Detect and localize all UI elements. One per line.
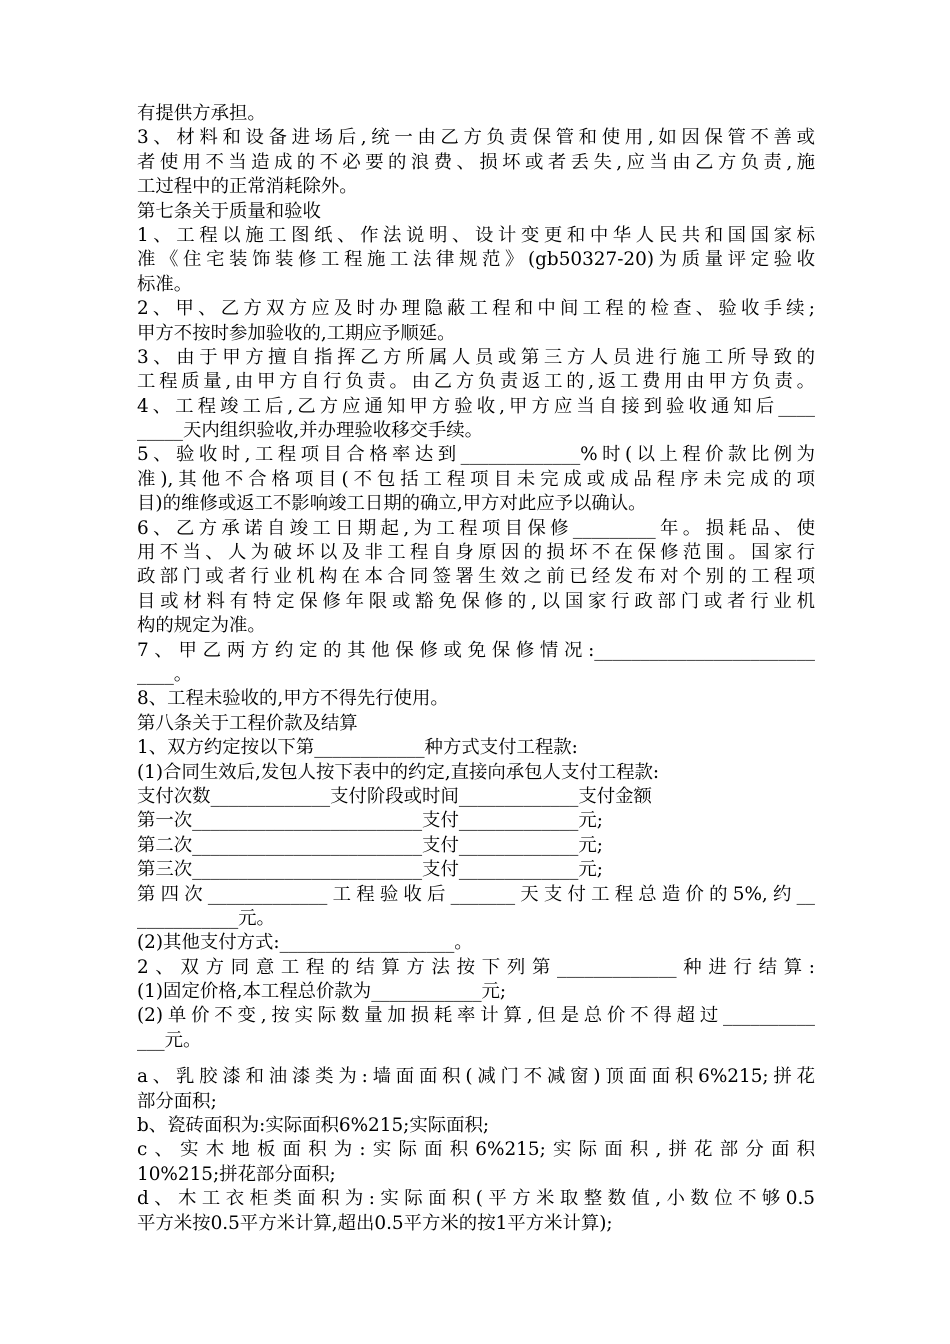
text-line: 用不当、人为破坏以及非工程自身原因的损坏不在保修范围。国家行 (137, 542, 815, 564)
document-page (137, 102, 815, 1236)
text-line: c、实木地板面积为:实际面积6%215;实际面积,拼花部分面积 (137, 1139, 815, 1161)
text-line: 4、工程竣工后,乙方应通知甲方验收,甲方应当自接到验收通知后____ (137, 395, 815, 417)
text-line: 2、双方同意工程的结算方法按下列第_____________种进行结算: (137, 956, 815, 978)
paragraph-gap (137, 1053, 815, 1065)
text-line: 有提供方承担。 (137, 103, 266, 124)
text-line: 工程质量,由甲方自行负责。由乙方负责返工的,返工费用由甲方负责。 (137, 371, 815, 393)
text-line: 第二次_________________________支付_____________元; (137, 834, 603, 856)
text-line: 5、验收时,工程项目合格率达到_____________%时(以上程价款比例为 (137, 444, 815, 466)
text-line: 目)的维修或返工不影响竣工日期的确立,甲方对此应予以确认。 (137, 493, 647, 515)
text-line: 6、乙方承诺自竣工日期起,为工程项目保修_________年。损耗品、使 (137, 517, 815, 539)
text-line: 第三次_________________________支付_____________元; (137, 859, 603, 881)
text-line: 3、材料和设备进场后,统一由乙方负责保管和使用,如因保管不善或 (137, 127, 815, 149)
text-line: 第四次_____________工程验收后_______天支付工程总造价的5%,约__ (137, 883, 815, 905)
text-line: 10%215;拼花部分面积; (137, 1163, 336, 1185)
text-line: 甲方不按时参加验收的,工期应予顺延。 (137, 322, 456, 344)
text-line: 第一次_________________________支付_____________元; (137, 810, 603, 832)
text-line: (1)合同生效后,发包人按下表中的约定,直接向承包人支付工程款: (137, 761, 660, 783)
text-line: 支付次数_____________支付阶段或时间_____________支付金额 (137, 785, 652, 807)
text-line: 7、甲乙两方约定的其他保修或免保修情况:________________________ (137, 639, 815, 661)
text-line: 3、由于甲方擅自指挥乙方所属人员或第三方人员进行施工所导致的 (137, 346, 815, 368)
text-line: 目或材料有特定保修年限或豁免保修的,以国家行政部门或者行业机 (137, 590, 815, 612)
text-line: 构的规定为准。 (137, 615, 266, 637)
text-line: 1、工程以施工图纸、作法说明、设计变更和中华人民共和国国家标 (137, 224, 815, 246)
text-line: 者使用不当造成的不必要的浪费、损坏或者丢失,应当由乙方负责,施 (137, 151, 815, 173)
text-line: 部分面积; (137, 1090, 217, 1112)
text-line: 准),其他不合格项目(不包括工程项目未完成或成品程序未完成的项 (137, 468, 815, 490)
text-line: (1)固定价格,本工程总价款为____________元; (137, 981, 507, 1003)
text-line: 政部门或者行业机构在本合同签署生效之前已经发布对个别的工程项 (137, 566, 815, 588)
text-line: 1、双方约定按以下第____________种方式支付工程款: (137, 737, 578, 759)
text-line: a、乳胶漆和油漆类为:墙面面积(减门不减窗)顶面面积6%215;拼花 (137, 1066, 815, 1088)
text-line: (2)单价不变,按实际数量加损耗率计算,但是总价不得超过__________ (137, 1005, 815, 1027)
text-line: 平方米按0.5平方米计算,超出0.5平方米的按1平方米计算); (137, 1212, 613, 1234)
text-line: 工过程中的正常消耗除外。 (137, 176, 358, 198)
text-line: 2、甲、乙方双方应及时办理隐蔽工程和中间工程的检查、验收手续; (137, 298, 815, 320)
text-line: 标准。 (137, 273, 193, 295)
text-line: 第八条关于工程价款及结算 (137, 712, 358, 734)
text-line: ___________元。 (137, 907, 275, 929)
text-line: d、木工衣柜类面积为:实际面积(平方米取整数值,小数位不够0.5 (137, 1188, 815, 1210)
text-line: ____。 (137, 663, 193, 685)
text-line: ___元。 (137, 1029, 202, 1051)
text-line: 第七条关于质量和验收 (137, 200, 321, 222)
text-line: (2)其他支付方式:___________________。 (137, 932, 473, 954)
text-line: b、瓷砖面积为:实际面积6%215;实际面积; (137, 1115, 490, 1137)
text-line: 准《住宅装饰装修工程施工法律规范》(gb50327-20)为质量评定验收 (137, 249, 815, 271)
text-line: 8、工程未验收的,甲方不得先行使用。 (137, 688, 449, 710)
text-line: _____天内组织验收,并办理验收移交手续。 (137, 420, 484, 442)
